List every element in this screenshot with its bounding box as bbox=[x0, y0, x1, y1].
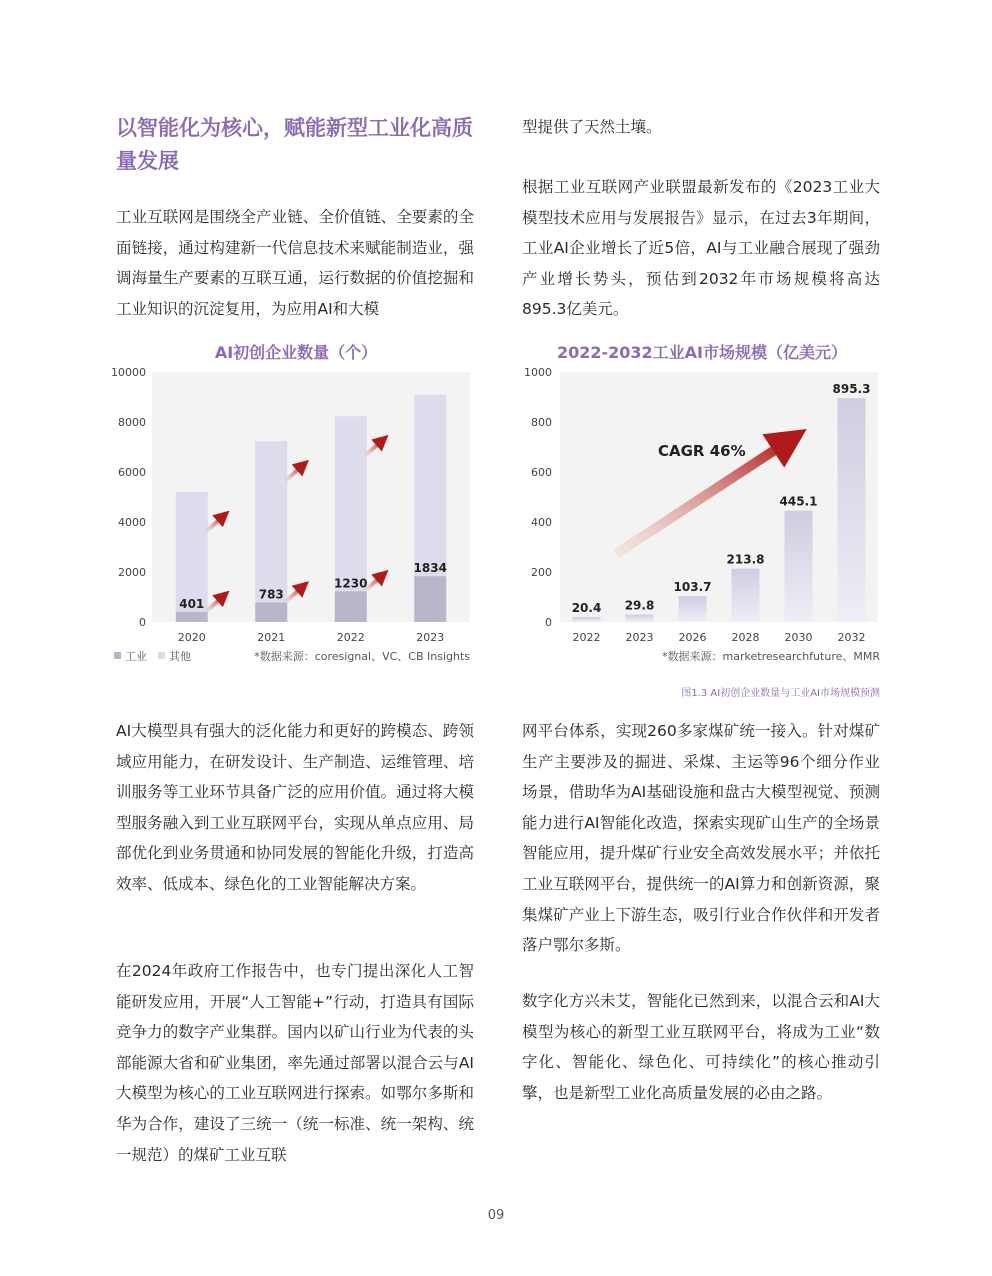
bar-other bbox=[176, 492, 208, 612]
chart1-title: AI初创企业数量（个） bbox=[214, 343, 378, 362]
x-tick-label: 2030 bbox=[784, 631, 813, 644]
x-tick-label: 2022 bbox=[336, 631, 365, 644]
y-tick-label: 2000 bbox=[118, 566, 146, 579]
bar-industry bbox=[335, 591, 367, 622]
right-paragraph-4: 数字化方兴未艾，智能化已然到来，以混合云和AI大模型为核心的新型工业互联网平台，将成为工业“数字化、智能化、绿色化、可持续化”的核心推动引擎，也是新型工业化高质量发展的必由之路。 bbox=[522, 992, 880, 1102]
bar-industry bbox=[414, 576, 446, 622]
x-tick-label: 2021 bbox=[257, 631, 286, 644]
chart2-title: 2022-2032工业AI市场规模（亿美元） bbox=[556, 343, 848, 362]
chart1-svg bbox=[100, 360, 480, 670]
bar bbox=[732, 569, 760, 622]
page-number: 09 bbox=[487, 1208, 505, 1223]
x-tick-label: 2026 bbox=[678, 631, 707, 644]
data-label: 1230 bbox=[334, 576, 368, 591]
x-tick-label: 2028 bbox=[731, 631, 760, 644]
bar bbox=[626, 615, 654, 622]
chart1-source: *数据来源：coresignal、VC、CB Insights bbox=[254, 650, 470, 663]
section-heading: 以智能化为核心，赋能新型工业化高质量发展 bbox=[116, 116, 473, 173]
legend-label-other: 其他 bbox=[169, 650, 191, 663]
legend-swatch-other bbox=[158, 652, 165, 659]
cagr-label: CAGR 46% bbox=[658, 442, 746, 460]
bar-industry bbox=[176, 612, 208, 622]
x-tick-label: 2023 bbox=[625, 631, 654, 644]
bar-other bbox=[255, 441, 287, 602]
x-tick-label: 2032 bbox=[837, 631, 866, 644]
left-paragraph-3: 在2024年政府工作报告中，也专门提出深化人工智能研发应用，开展“人工智能+”行动，打造具有国际竞争力的数字产业集群。国内以矿山行业为代表的头部能源大省和矿业集团，率先通过部署以混合云与AI大模型为核心的工业互联网进行探索。如鄂尔多斯和华为合作，建设了三统一（统一标准、统一架构、统一规范）的煤矿工业互联 bbox=[116, 962, 474, 1164]
y-tick-label: 6000 bbox=[118, 466, 146, 479]
data-label: 29.8 bbox=[624, 598, 655, 613]
y-tick-label: 4000 bbox=[118, 516, 146, 529]
data-label: 895.3 bbox=[832, 382, 871, 397]
y-tick-label: 800 bbox=[531, 416, 552, 429]
data-label: 445.1 bbox=[779, 494, 818, 509]
legend-label-industry: 工业 bbox=[125, 650, 147, 663]
figure-caption: 图1.3 AI初创企业数量与工业AI市场规模预测 bbox=[681, 688, 880, 699]
x-tick-label: 2023 bbox=[416, 631, 445, 644]
right-top-paragraph-2: 根据工业互联网产业联盟最新发布的《2023工业大模型技术应用与发展报告》显示，在过去3年期间，工业AI企业增长了近5倍，AI与工业融合展现了强劲产业增长势头，预估到2032年市场规模将高达895.3亿美元。 bbox=[522, 178, 880, 319]
bar bbox=[679, 596, 707, 622]
data-label: 783 bbox=[258, 587, 284, 602]
y-tick-label: 10000 bbox=[111, 366, 146, 379]
plot-area bbox=[560, 372, 878, 622]
y-tick-label: 400 bbox=[531, 516, 552, 529]
y-tick-label: 8000 bbox=[118, 416, 146, 429]
bar-industry bbox=[255, 602, 287, 622]
bar bbox=[573, 617, 601, 622]
y-tick-label: 200 bbox=[531, 566, 552, 579]
y-tick-label: 0 bbox=[545, 616, 552, 629]
chart2-source: *数据来源：marketresearchfuture、MMR bbox=[662, 650, 880, 663]
x-tick-label: 2020 bbox=[177, 631, 206, 644]
left-paragraph-2: AI大模型具有强大的泛化能力和更好的跨模态、跨领域应用能力，在研发设计、生产制造、运维管理、培训服务等工业环节具备广泛的应用价值。通过将大模型服务融入到工业互联网平台，实现从单点应用、局部优化到业务贯通和协同发展的智能化升级，打造高效率、低成本、绿色化的工业智能解决方案。 bbox=[116, 722, 474, 893]
bar bbox=[838, 398, 866, 622]
y-tick-label: 0 bbox=[139, 616, 146, 629]
right-top-paragraph-1: 型提供了天然土壤。 bbox=[522, 118, 662, 136]
data-label: 1834 bbox=[413, 561, 447, 576]
legend-swatch-industry bbox=[114, 652, 121, 659]
data-label: 103.7 bbox=[673, 580, 712, 595]
y-tick-label: 600 bbox=[531, 466, 552, 479]
bar bbox=[785, 511, 813, 622]
data-label: 401 bbox=[179, 596, 205, 611]
chart2-svg bbox=[508, 360, 888, 670]
y-tick-label: 1000 bbox=[524, 366, 552, 379]
x-tick-label: 2022 bbox=[572, 631, 601, 644]
bar-other bbox=[335, 416, 367, 591]
left-top-paragraph: 工业互联网是围绕全产业链、全价值链、全要素的全面链接，通过构建新一代信息技术来赋能制造业，强调海量生产要素的互联互通，运行数据的价值挖掘和工业知识的沉淀复用，为应用AI和大模 bbox=[116, 208, 474, 318]
right-paragraph-3: 网平台体系，实现260多家煤矿统一接入。针对煤矿生产主要涉及的掘进、采煤、主运等96个细分作业场景，借助华为AI基础设施和盘古大模型视觉、预测能力进行AI智能化改造，探索实现矿山生产的全场景智能应用，提升煤矿行业安全高效发展水平；并依托工业互联网平台，提供统一的AI算力和创新资源，聚集煤矿产业上下游生态，吸引行业合作伙伴和开发者落户鄂尔多斯。 bbox=[522, 722, 880, 955]
bar-other bbox=[414, 395, 446, 576]
data-label: 213.8 bbox=[726, 552, 765, 567]
data-label: 20.4 bbox=[571, 600, 602, 615]
